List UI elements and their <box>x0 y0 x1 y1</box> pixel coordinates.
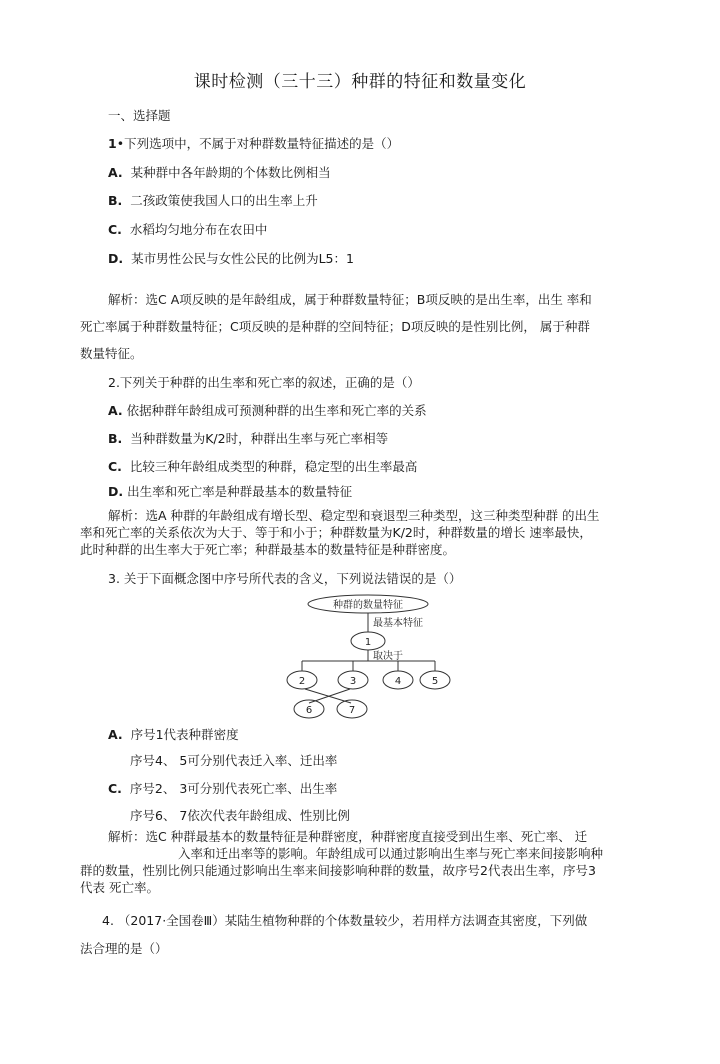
option-letter: B. <box>108 431 123 446</box>
option-text: 当种群数量为K/2时，种群出生率与死亡率相等 <box>130 431 389 446</box>
q4-stem-line: 法合理的是（） <box>80 941 168 956</box>
diagram-node-6-label: 6 <box>305 705 313 716</box>
q3-analysis-line: 入率和迁出率等的影响。年龄组成可以通过影响出生率与死亡率来间接影响种 <box>178 846 604 861</box>
option-text: 二孩政策使我国人口的出生率上升 <box>130 193 318 208</box>
option-text: 某种群中各年龄期的个体数比例相当 <box>130 165 331 180</box>
q2-option-d <box>108 484 352 500</box>
q1-analysis-line: 解析：选C A项反映的是年龄组成，属于种群数量特征；B项反映的是出生率，出生 率和 <box>108 292 592 307</box>
option-letter: C. <box>108 459 122 474</box>
q4-stem-line: 4. （2017·全国卷Ⅲ）某陆生植物种群的个体数量较少，若用样方法调查其密度，下列做 <box>102 913 588 928</box>
diagram-node-7-label: 7 <box>348 705 356 716</box>
option-text: 序号4、 5可分别代表迁入率、迁出率 <box>130 753 338 768</box>
option-letter: A. <box>108 727 123 742</box>
q3-analysis-line: 代表 死亡率。 <box>80 880 159 895</box>
q3-option-c <box>108 781 337 797</box>
diagram-node-1-label: 1 <box>364 637 372 648</box>
option-text: 比较三种年龄组成类型的种群，稳定型的出生率最高 <box>129 459 418 474</box>
q1-option-c <box>108 222 267 238</box>
q3-option-b <box>130 753 337 769</box>
option-letter: D. <box>108 484 124 499</box>
diagram-top-label: 种群的数量特征 <box>333 600 403 611</box>
option-letter: D. <box>108 251 124 266</box>
q2-analysis-line: 此时种群的出生率大于死亡率；种群最基本的数量特征是种群密度。 <box>80 542 456 557</box>
diagram-node-4-label: 4 <box>394 676 402 687</box>
q1-analysis-line: 死亡率属于种群数量特征；C项反映的是种群的空间特征；D项反映的是性别比例， 属于种群 <box>80 319 590 334</box>
q1-stem-text: •下列选项中，不属于对种群数量特征描述的是（） <box>116 136 400 151</box>
option-text: 某市男性公民与女性公民的比例为L5：1 <box>131 251 354 266</box>
q2-option-a <box>108 403 427 419</box>
diagram-node-3-label: 3 <box>349 676 357 687</box>
option-letter: A. <box>108 165 123 180</box>
option-text: 水稻均匀地分布在农田中 <box>129 222 268 237</box>
option-text: 序号6、 7依次代表年龄组成、性别比例 <box>130 808 350 823</box>
q1-stem <box>108 136 399 152</box>
q2-stem: 2.下列关于种群的出生率和死亡率的叙述，正确的是（） <box>108 375 420 390</box>
option-letter: C. <box>108 222 122 237</box>
q1-analysis-line: 数量特征。 <box>80 346 143 361</box>
q1-option-b <box>108 193 318 209</box>
diagram-node-5-label: 5 <box>431 676 439 687</box>
section-heading: 一、选择题 <box>108 108 171 123</box>
q3-analysis-line: 解析：选C 种群最基本的数量特征是种群密度，种群密度直接受到出生率、死亡率、 迁 <box>108 829 588 844</box>
q1-number: 1 <box>108 136 117 151</box>
q3-option-a <box>108 727 239 743</box>
q3-analysis-line: 群的数量，性别比例只能通过影响出生率来间接影响种群的数量，故序号2代表出生率，序号3 <box>80 863 596 878</box>
page-title: 课时检测（三十三）种群的特征和数量变化 <box>193 72 527 92</box>
q1-option-a <box>108 165 331 181</box>
concept-diagram <box>285 594 465 720</box>
q2-option-b <box>108 431 388 447</box>
q3-option-d <box>130 808 350 824</box>
q3-stem: 3. 关于下面概念图中序号所代表的含义，下列说法错误的是（） <box>108 571 462 586</box>
diagram-edge-label: 最基本特征 <box>373 618 423 629</box>
diagram-edge-label: 取决于 <box>373 651 403 662</box>
option-text: 序号2、 3可分别代表死亡率、出生率 <box>129 781 338 796</box>
option-text: 依据种群年龄组成可预测种群的出生率和死亡率的关系 <box>126 403 427 418</box>
q1-option-d <box>108 251 354 267</box>
option-letter: A. <box>108 403 123 418</box>
q2-analysis-line: 解析：选A 种群的年龄组成有增长型、稳定型和衰退型三种类型，这三种类型种群 的出生 <box>108 508 600 523</box>
q2-option-c <box>108 459 417 475</box>
option-text: 序号1代表种群密度 <box>130 727 239 742</box>
diagram-node-2-label: 2 <box>298 676 306 687</box>
q2-analysis-line: 率和死亡率的关系依次为大于、等于和小于；种群数量为K/2时，种群数量的增长 速率最快， <box>80 525 592 540</box>
option-letter: C. <box>108 781 122 796</box>
option-letter: B. <box>108 193 123 208</box>
option-text: 出生率和死亡率是种群最基本的数量特征 <box>127 484 353 499</box>
